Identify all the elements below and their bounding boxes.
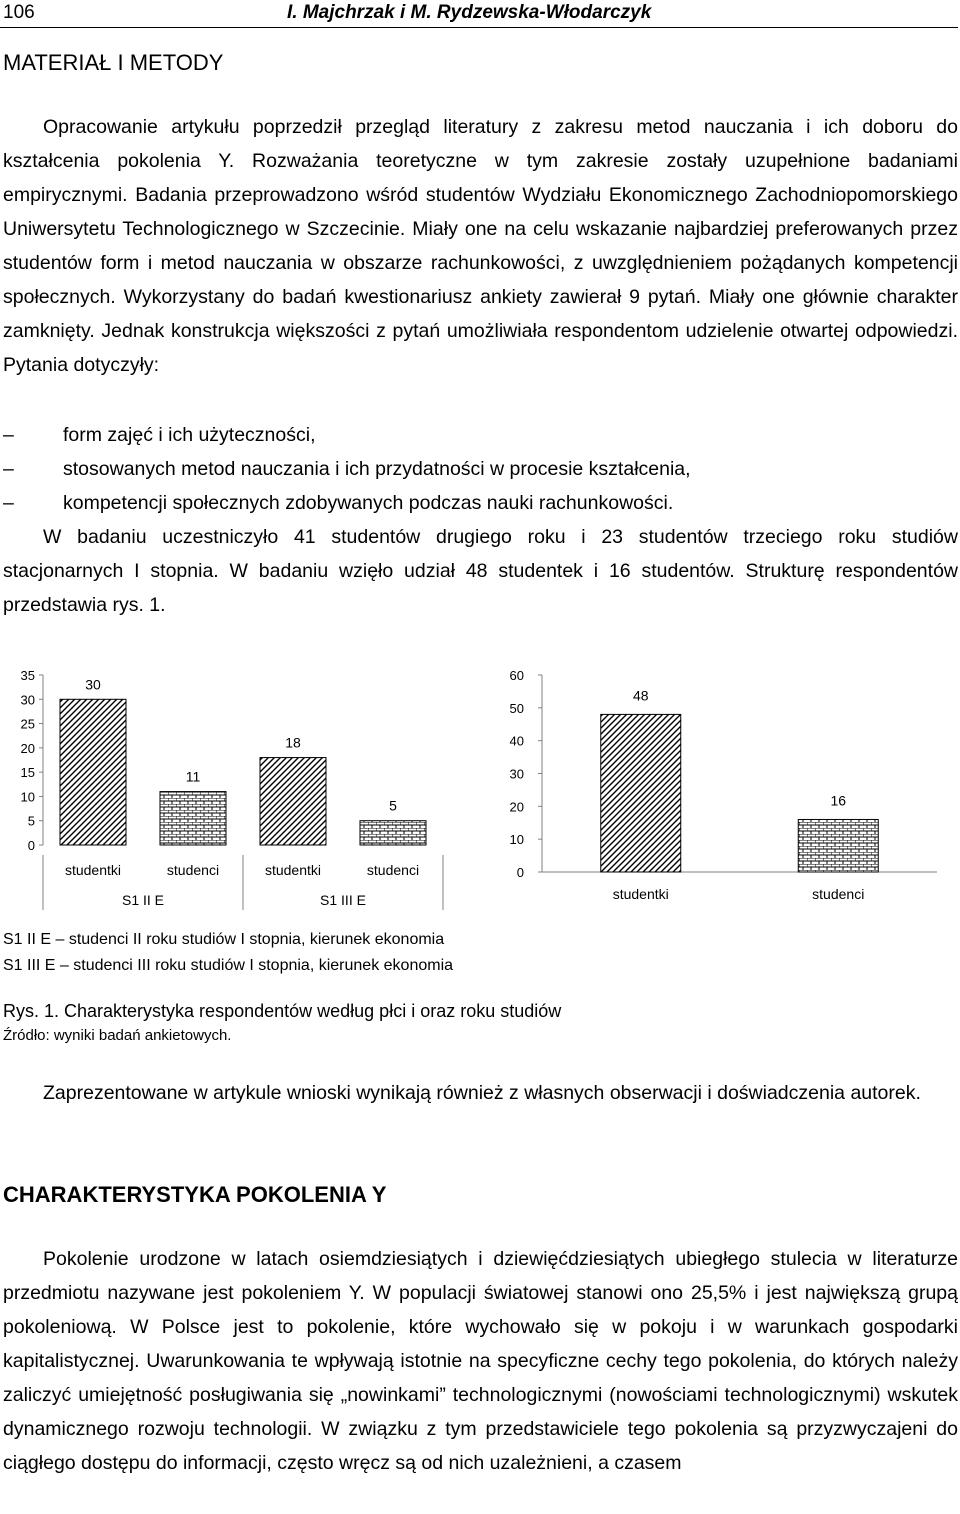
list-item — [3, 486, 691, 520]
list-marker: – — [3, 492, 14, 514]
y-tick-label: 25 — [20, 716, 35, 732]
chart-gender-total — [495, 660, 960, 915]
y-tick-label: 15 — [20, 765, 35, 781]
bar — [360, 821, 426, 845]
list-item-text: kompetencji społecznych zdobywanych podczas nauki rachunkowości. — [63, 492, 674, 514]
bar — [60, 699, 126, 845]
paragraph-generation-y-text: Pokolenie urodzone w latach osiemdziesiątych i dziewięćdziesiątych ubiegłego stulecia w literaturze przedmiotu nazywane jest pokoleniem Y. W populacji światowej stanowi ono 25,5% i jest największą grupą pokoleniową. W Polsce jest to pokolenie, które wychowało się w pokoju i w warunkach gospodarki kapitalistycznej. Uwarunkowania te wpływają istotnie na specyficzne cechy tego pokolenia, do których należy zaliczyć umiejętność posługiwania się „nowinkami” technologicznymi (nowościami technologicznymi) wskutek dynamicznego rozwoju technologii. W związku z tym przedstawiciele tego pokolenia są przyzwyczajeni do ciągłego dostępu do informacji, często wręcz są od nich uzależnieni, a czasem — [3, 1248, 958, 1474]
list-item — [3, 418, 691, 452]
figure-source: Źródło: wyniki badań ankietowych. — [3, 1027, 232, 1044]
list-item-text: stosowanych metod nauczania i ich przydatności w procesie kształcenia, — [63, 458, 691, 480]
y-tick-label: 5 — [27, 813, 35, 829]
category-label: studenci — [366, 862, 420, 878]
y-tick-label: 50 — [509, 700, 524, 716]
y-tick-label: 60 — [509, 668, 524, 683]
category-label: studenci — [812, 886, 865, 902]
header-rule — [0, 27, 958, 28]
legend-s1-ii-e: S1 II E – studenci II roku studiów I stopnia, kierunek ekonomia — [3, 931, 445, 948]
group-label: S1 II E — [121, 892, 165, 908]
category-label: studentki — [612, 886, 669, 902]
y-tick-label: 30 — [20, 692, 35, 708]
data-label: 5 — [389, 797, 397, 814]
list-item-text: form zajęć i ich użyteczności, — [63, 424, 316, 446]
paragraph-methods — [3, 110, 958, 382]
paragraph-generation-y — [3, 1242, 958, 1480]
chart-year-gender — [0, 660, 470, 915]
y-tick-label: 10 — [509, 832, 524, 848]
data-label: 48 — [632, 687, 649, 704]
running-title: I. Majchrzak i M. Rydzewska-Włodarczyk — [287, 2, 652, 23]
group-label: S1 III E — [320, 892, 366, 908]
paragraph-participants — [3, 520, 958, 622]
category-label: studenci — [166, 862, 220, 878]
legend-s1-iii-e: S1 III E – studenci III roku studiów I stopnia, kierunek ekonomia — [3, 957, 454, 974]
figure-caption: Rys. 1. Charakterystyka respondentów według płci i oraz roku studiów — [3, 1001, 562, 1021]
bar — [798, 819, 878, 872]
paragraph-participants-text: W badaniu uczestniczyło 41 studentów drugiego roku i 23 studentów trzeciego roku studiów stacjonarnych I stopnia. W badaniu wzięło udział 48 studentek i 16 studentów. Strukturę respondentów przedstawia rys. 1. — [3, 526, 958, 616]
paragraph-methods-text: Opracowanie artykułu poprzedził przegląd literatury z zakresu metod nauczania i ich doboru do kształcenia pokolenia Y. Rozważania teoretyczne w tym zakresie zostały uzupełnione badaniami empirycznymi. Badania przeprowadzono wśród studentów Wydziału Ekonomicznego Zachodniopomorskiego Uniwersytetu Technologicznego w Szczecinie. Miały one na celu wskazanie najbardziej preferowanych przez studentów form i metod nauczania w obszarze rachunkowości, z uwzględnieniem pożądanych kompetencji społecznych. Wykorzystany do badań kwestionariusz ankiety zawierał 9 pytań. Miały one głównie charakter zamknięty. Jednak konstrukcja większości z pytań umożliwiała respondentom udzielenie otwartej odpowiedzi. Pytania dotyczyły: — [3, 116, 958, 376]
bar — [160, 792, 226, 845]
section-title-materials: MATERIAŁ I METODY — [3, 50, 224, 75]
y-tick-label: 30 — [509, 766, 524, 782]
y-tick-label: 20 — [20, 740, 35, 756]
list-marker: – — [3, 458, 14, 480]
category-label: studentki — [64, 862, 122, 878]
data-label: 18 — [285, 734, 301, 751]
category-label: studentki — [264, 862, 322, 878]
bar — [260, 758, 326, 845]
data-label: 11 — [185, 768, 201, 785]
list-marker: – — [3, 424, 14, 446]
list-item — [3, 452, 691, 486]
y-tick-label: 40 — [509, 733, 524, 749]
page-number: 106 — [3, 2, 35, 23]
bar — [601, 714, 681, 872]
y-tick-label: 10 — [20, 789, 35, 805]
page-header — [0, 0, 960, 30]
data-label: 30 — [85, 676, 101, 693]
section-title-generation-y: CHARAKTERYSTYKA POKOLENIA Y — [3, 1182, 387, 1207]
y-tick-label: 35 — [20, 668, 35, 683]
question-topics-list — [3, 418, 691, 520]
y-tick-label: 20 — [509, 799, 524, 815]
paragraph-conclusions-text: Zaprezentowane w artykule wnioski wynikają również z własnych obserwacji i doświadczenia autorek. — [43, 1082, 921, 1104]
y-tick-label: 0 — [27, 838, 35, 853]
paragraph-conclusions — [3, 1076, 958, 1110]
y-tick-label: 0 — [516, 865, 524, 880]
data-label: 16 — [830, 792, 847, 809]
